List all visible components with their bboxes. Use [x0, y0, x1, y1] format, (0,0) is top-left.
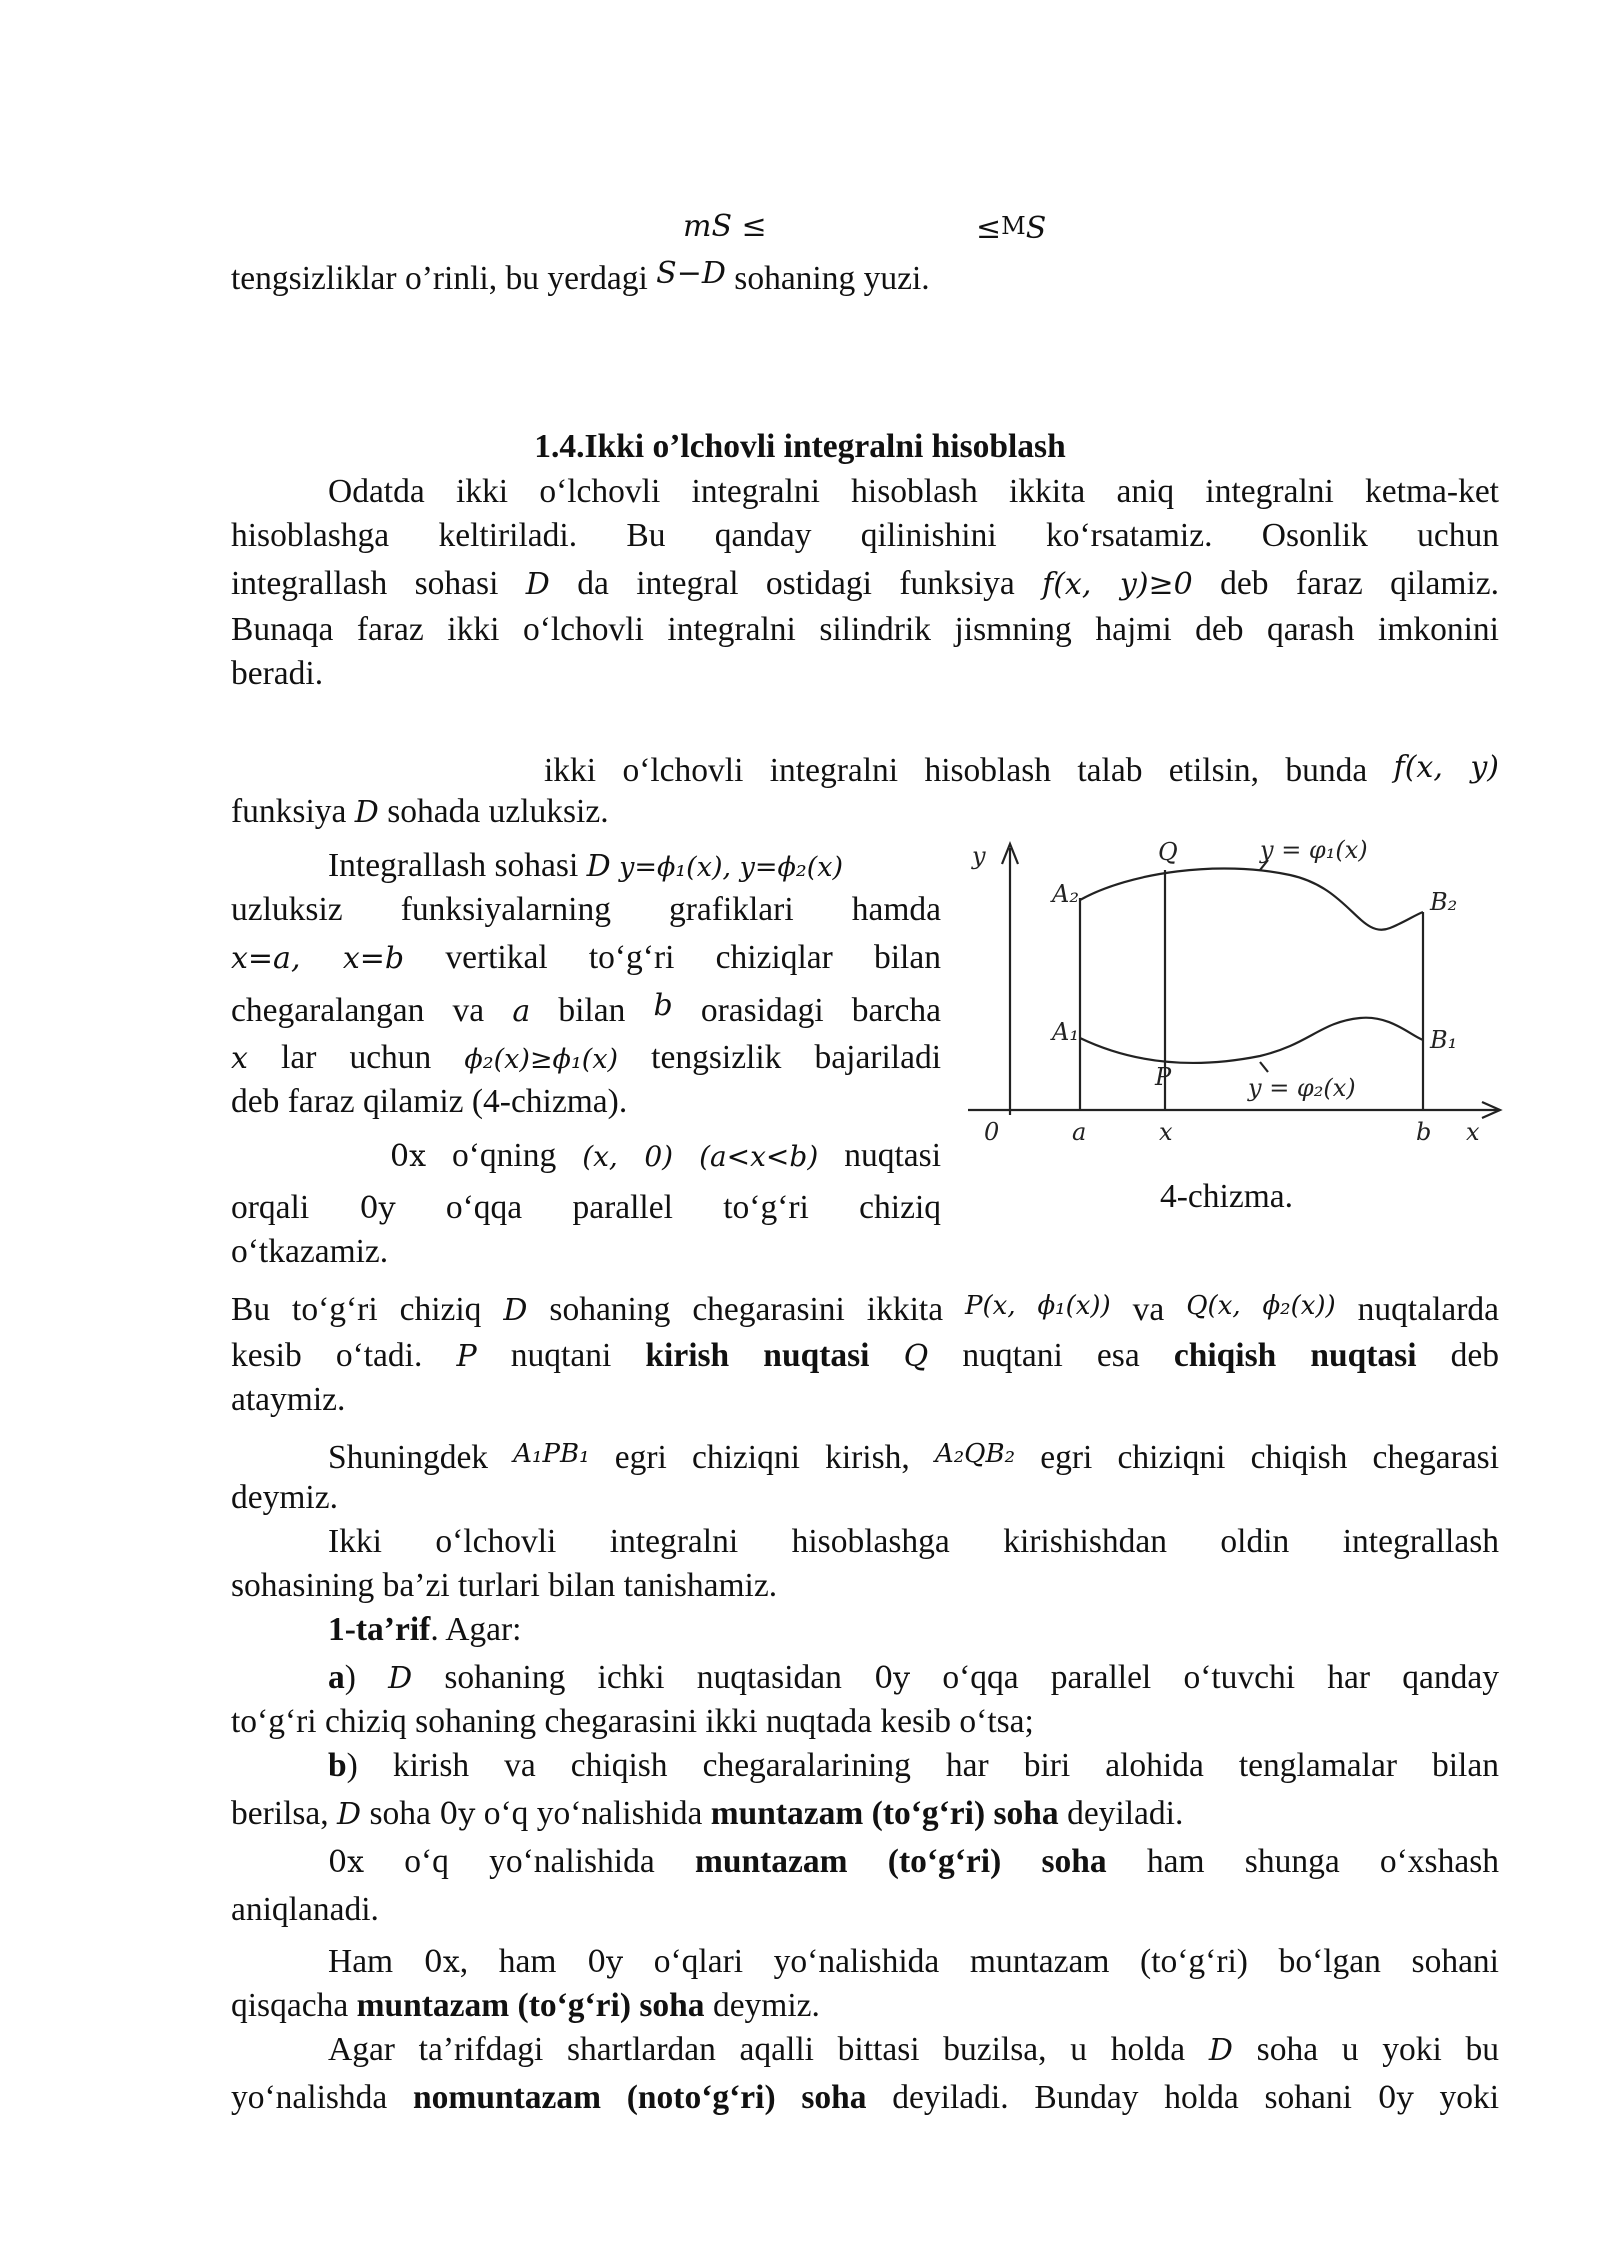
- fig-label-B2: B₂: [1430, 888, 1458, 916]
- paragraph-line: hisoblashga keltiriladi. Bu qanday qilinishini ko‘rsatamiz. Osonlik uchun: [231, 517, 1499, 554]
- paragraph-line: ataymiz.: [231, 1381, 346, 1418]
- paragraph-line: o‘tkazamiz.: [231, 1233, 389, 1270]
- paragraph-line: Bu to‘g‘ri chiziq D sohaning chegarasini ikkita P(x, ϕ₁(x)) va Q(x, ϕ₂(x)) nuqtalarda: [231, 1291, 1500, 1328]
- inequality-right: ≤MS: [976, 211, 1047, 246]
- paragraph-line: b) kirish va chiqish chegaralarining har biri alohida tenglamalar bilan: [328, 1747, 1499, 1784]
- fig-label-A2: A₂: [1052, 880, 1079, 908]
- paragraph-line: deb faraz qilamiz (4-chizma).: [231, 1083, 628, 1120]
- paragraph-line: berilsa, D soha 0y o‘q yo‘nalishida muntazam (to‘g‘ri) soha deyiladi.: [231, 1795, 1184, 1832]
- fig-label-A1: A₁: [1052, 1018, 1079, 1046]
- text-line: tengsizliklar o’rinli, bu yerdagi S−D sohaning yuzi.: [231, 256, 930, 297]
- paragraph-line: funksiya D sohada uzluksiz.: [231, 793, 609, 830]
- section-heading: 1.4.Ikki o’lchovli integralni hisoblash: [534, 428, 1066, 465]
- paragraph-line: Integrallash sohasi D y=ϕ₁(x), y=ϕ₂(x): [328, 847, 844, 884]
- paragraph-line: Shuningdek A₁PB₁ egri chiziqni kirish, A₂QB₂ egri chiziqni chiqish chegarasi: [328, 1439, 1500, 1476]
- label-leader-bottom: [1260, 1062, 1268, 1072]
- paragraph-line: 0x o‘qning (x, 0) (a<x<b) nuqtasi: [390, 1137, 942, 1174]
- figure-4-diagram: [960, 830, 1520, 1146]
- ineq-left: mS ≤: [683, 209, 767, 244]
- fig-label-x-tick: x: [1159, 1118, 1173, 1146]
- curve-phi2: [1080, 1018, 1423, 1063]
- fig-label-y: y: [972, 842, 986, 870]
- paragraph-line: deymiz.: [231, 1479, 338, 1516]
- fig-label-b: b: [1416, 1118, 1432, 1146]
- fig-label-Q: Q: [1158, 838, 1178, 866]
- paragraph-line: 0x o‘q yo‘nalishida muntazam (to‘g‘ri) soha ham shunga o‘xshash: [328, 1843, 1500, 1880]
- paragraph-line: kesib o‘tadi. P nuqtani kirish nuqtasi Q nuqtani esa chiqish nuqtasi deb: [231, 1337, 1500, 1374]
- fig-label-curve-top: y = φ₁(x): [1260, 836, 1368, 864]
- paragraph-line: uzluksiz funksiyalarning grafiklari hamda: [231, 891, 941, 928]
- paragraph-line: Bunaqa faraz ikki o‘lchovli integralni silindrik jismning hajmi deb qarash imkonini: [231, 611, 1499, 648]
- paragraph-line: integrallash sohasi D da integral ostidagi funksiya f(x, y)≥0 deb faraz qilamiz.: [231, 565, 1500, 602]
- paragraph-line: to‘g‘ri chiziq sohaning chegarasini ikki nuqtada kesib o‘tsa;: [231, 1703, 1034, 1740]
- paragraph-line: orqali 0y o‘qqa parallel to‘g‘ri chiziq: [231, 1189, 942, 1226]
- paragraph-line: Ham 0x, ham 0y o‘qlari yo‘nalishida muntazam (to‘g‘ri) bo‘lgan sohani: [328, 1943, 1499, 1980]
- paragraph-line: beradi.: [231, 655, 324, 692]
- paragraph-line: ikki o‘lchovli integralni hisoblash talab etilsin, bunda f(x, y): [544, 750, 1500, 789]
- paragraph-line: x lar uchun ϕ₂(x)≥ϕ₁(x) tengsizlik bajariladi: [231, 1039, 942, 1076]
- paragraph-line: sohasining ba’zi turlari bilan tanishamiz.: [231, 1567, 778, 1604]
- definition-line: 1-ta’rif. Agar:: [328, 1611, 522, 1648]
- paragraph-line: Ikki o‘lchovli integralni hisoblashga kirishishdan oldin integrallash: [328, 1523, 1499, 1560]
- curve-phi1: [1080, 868, 1423, 929]
- fig-label-curve-bottom: y = φ₂(x): [1248, 1074, 1356, 1102]
- paragraph-line: Odatda ikki o‘lchovli integralni hisoblash ikkita aniq integralni ketma-ket: [328, 473, 1499, 510]
- paragraph-line: Agar ta’rifdagi shartlardan aqalli bittasi buzilsa, u holda D soha u yoki bu: [328, 2031, 1500, 2068]
- paragraph-line: aniqlanadi.: [231, 1891, 379, 1928]
- fig-label-x-axis: x: [1466, 1118, 1480, 1146]
- paragraph-line: qisqacha muntazam (to‘g‘ri) soha deymiz.: [231, 1987, 820, 2024]
- fig-label-B1: B₁: [1430, 1026, 1458, 1054]
- paragraph-line: chegaralangan va a bilan b orasidagi barcha: [231, 988, 942, 1029]
- fig-label-a: a: [1072, 1118, 1087, 1146]
- fig-label-origin: 0: [984, 1118, 1000, 1146]
- figure-caption: 4-chizma.: [1160, 1178, 1294, 1215]
- paragraph-line: yo‘nalishda nomuntazam (noto‘g‘ri) soha deyiladi. Bunday holda sohani 0y yoki: [231, 2079, 1500, 2116]
- paragraph-line: x=a, x=b vertikal to‘g‘ri chiziqlar bilan: [231, 939, 941, 976]
- inequality-line: [683, 204, 767, 249]
- fig-label-P: P: [1155, 1063, 1172, 1091]
- paragraph-line: a) D sohaning ichki nuqtasidan 0y o‘qqa parallel o‘tuvchi har qanday: [328, 1659, 1499, 1696]
